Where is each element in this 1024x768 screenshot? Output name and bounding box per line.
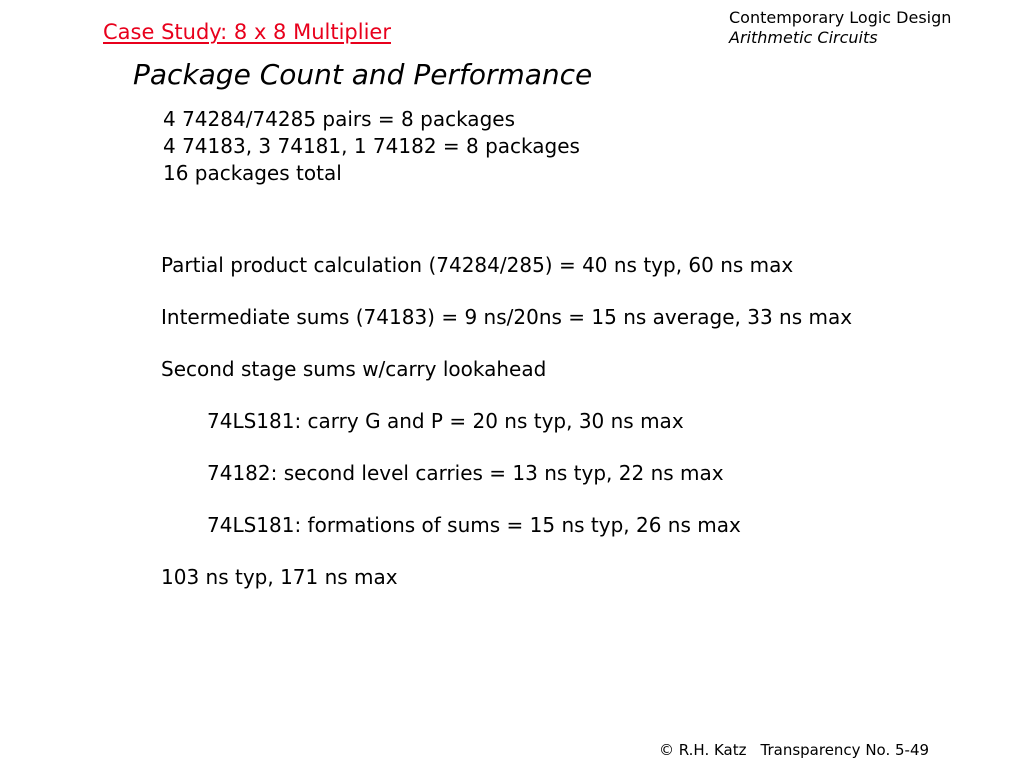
- course-header: [729, 8, 951, 48]
- package-line: 4 74183, 3 74181, 1 74182 = 8 packages: [163, 134, 580, 158]
- page-title: Package Count and Performance: [133, 58, 593, 91]
- perf-carry-gp: 74LS181: carry G and P = 20 ns typ, 30 ns max: [207, 409, 684, 433]
- copyright: © R.H. Katz: [659, 741, 747, 759]
- perf-second-stage: Second stage sums w/carry lookahead: [161, 357, 547, 381]
- package-count-list: [163, 106, 580, 187]
- perf-formation-of-sums: 74LS181: formations of sums = 15 ns typ, 26 ns max: [207, 513, 741, 537]
- perf-partial-product: Partial product calculation (74284/285) = 40 ns typ, 60 ns max: [161, 253, 794, 277]
- footer: [659, 741, 929, 759]
- package-line: 16 packages total: [163, 161, 342, 185]
- course-title: Contemporary Logic Design: [729, 8, 952, 27]
- perf-intermediate-sums: Intermediate sums (74183) = 9 ns/20ns = 15 ns average, 33 ns max: [161, 305, 853, 329]
- perf-total: 103 ns typ, 171 ns max: [161, 565, 398, 589]
- transparency-number: Transparency No. 5-49: [760, 741, 930, 759]
- package-line: 4 74284/74285 pairs = 8 packages: [163, 107, 515, 131]
- perf-second-level-carries: 74182: second level carries = 13 ns typ, 22 ns max: [207, 461, 724, 485]
- chapter-title: Arithmetic Circuits: [729, 28, 878, 47]
- case-study-heading: Case Study: 8 x 8 Multiplier: [103, 20, 391, 44]
